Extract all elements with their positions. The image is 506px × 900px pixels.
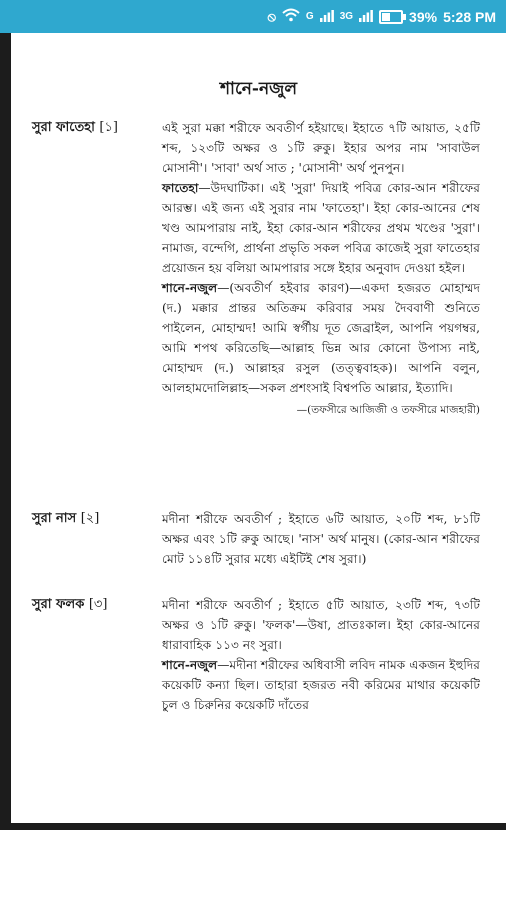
status-bar <box>0 0 506 33</box>
paragraph-lead: শানে-নজুল <box>162 658 218 672</box>
entry-label <box>32 118 118 139</box>
paragraph: ফাতেহা—উদঘাটিকা। এই 'সুরা' দিয়াই পবিত্র কোর-আন শরীফের আরম্ভ। এই জন্য এই সুরার নাম 'ফাতেহা'। ইহা কোর-আনের শেষ খণ্ড আমপারায় নাই, ইহা কোর-আন শরীফের প্রথম খণ্ডের 'সুরা'। নামাজ, বন্দেগি, প্রার্থনা প্রভৃতি সকল পবিত্র কাজেই সুরা ফাতেহার প্রয়োজন হয় বলিয়া আমপারার সঙ্গে ইহার অনুবাদ দেওয়া হইল। <box>162 181 480 275</box>
signal-icon <box>320 9 334 25</box>
entry-body <box>162 509 480 569</box>
surah-name: সুরা ফাতেহা <box>32 120 95 135</box>
surah-number: [৩] <box>88 597 108 612</box>
sync-off-icon: ⦸ <box>267 8 276 24</box>
entry-label <box>32 509 99 530</box>
entry-body <box>162 118 480 420</box>
wifi-icon <box>282 8 300 25</box>
battery-percent: 39% <box>409 8 438 25</box>
surah-name: সুরা ফলক <box>32 597 85 612</box>
paragraph: এই সুরা মক্কা শরীফে অবতীর্ণ হইয়াছে। ইহাতে ৭টি আয়াত, ২৫টি শব্দ, ১২৩টি অক্ষর ও ১টি রুকু। ইহার অপর নাম 'সাবাউল মোসানী'। 'সাবা' অর্থ সাত ; 'মোসানী' অর্থ পুনপুন। <box>162 121 480 175</box>
surah-number: [১] <box>99 120 119 135</box>
page-edge-bottom <box>0 823 506 830</box>
entry-surah-nas <box>32 509 492 569</box>
paragraph: মদীনা শরীফে অবতীর্ণ ; ইহাতে ৫টি আয়াত, ২৩টি শব্দ, ৭৩টি অক্ষর ও ১টি রুকু। 'ফলক'—উষা, প্রাতঃকাল। ইহা কোর-আনের ধারাবাহিক ১১৩ নং সুরা। <box>162 598 480 652</box>
network-type-label-2: 3G <box>339 11 354 22</box>
document-page[interactable] <box>11 33 506 823</box>
network-type-label: G <box>305 11 314 22</box>
entry-surah-falaq <box>32 595 492 715</box>
entry-surah-fatiha <box>32 118 492 420</box>
paragraph: শানে-নজুল—(অবতীর্ণ হইবার কারণ)—একদা হজরত মোহাম্মদ (দ.) মক্কার প্রান্তর অতিক্রম করিবার সময় দৈববাণী শুনিতে পাইলেন, মোহাম্মদ! আমি স্বর্গীয় দূত জেব্রাইল, আপনি পয়গম্বর, আমি শপথ করিতেছি—আল্লাহ ভিন্ন আর কোনো উপাস্য নাই, মোহাম্মদ (দ.) আল্লাহর রসুল (তত্ত্ববাহক)। আপনি বলুন, আলহামদোলিল্লাহ—সকল প্রশংসাই বিশ্বপতি আল্লার, ইত্যাদি। <box>162 281 480 395</box>
page-edge-left <box>0 33 11 830</box>
paragraph-lead: ফাতেহা <box>162 181 199 195</box>
paragraph: শানে-নজুল—মদীনা শরীফের অধিবাসী লবিদ নামক একজন ইহুদির কয়েকটি কন্যা ছিল। তাহারা হজরত নবী করিমের মাথার কয়েকটি চুল ও চিরুনির কয়েকটি দাঁতের <box>162 658 480 712</box>
entry-label <box>32 595 107 616</box>
surah-name: সুরা নাস <box>32 511 77 526</box>
clock: 5:28 PM <box>443 8 496 25</box>
entry-body <box>162 595 480 715</box>
surah-number: [২] <box>80 511 100 526</box>
page-title: শানে-নজুল <box>219 79 298 99</box>
battery-icon <box>379 10 403 24</box>
paragraph: মদীনা শরীফে অবতীর্ণ ; ইহাতে ৬টি আয়াত, ২০টি শব্দ, ৮১টি অক্ষর এবং ১টি রুকু আছে। 'নাস' অর্থ মানুষ। (কোর-আন শরীফের মোট ১১৪টি সুরার মধ্যে এইটিই শেষ সুরা।) <box>162 512 480 566</box>
paragraph-lead: শানে-নজুল <box>162 281 218 295</box>
source-citation: —(তফসীরে আজিজী ও তফসীরে মাজহারী) <box>296 404 480 416</box>
signal-icon <box>359 9 373 25</box>
